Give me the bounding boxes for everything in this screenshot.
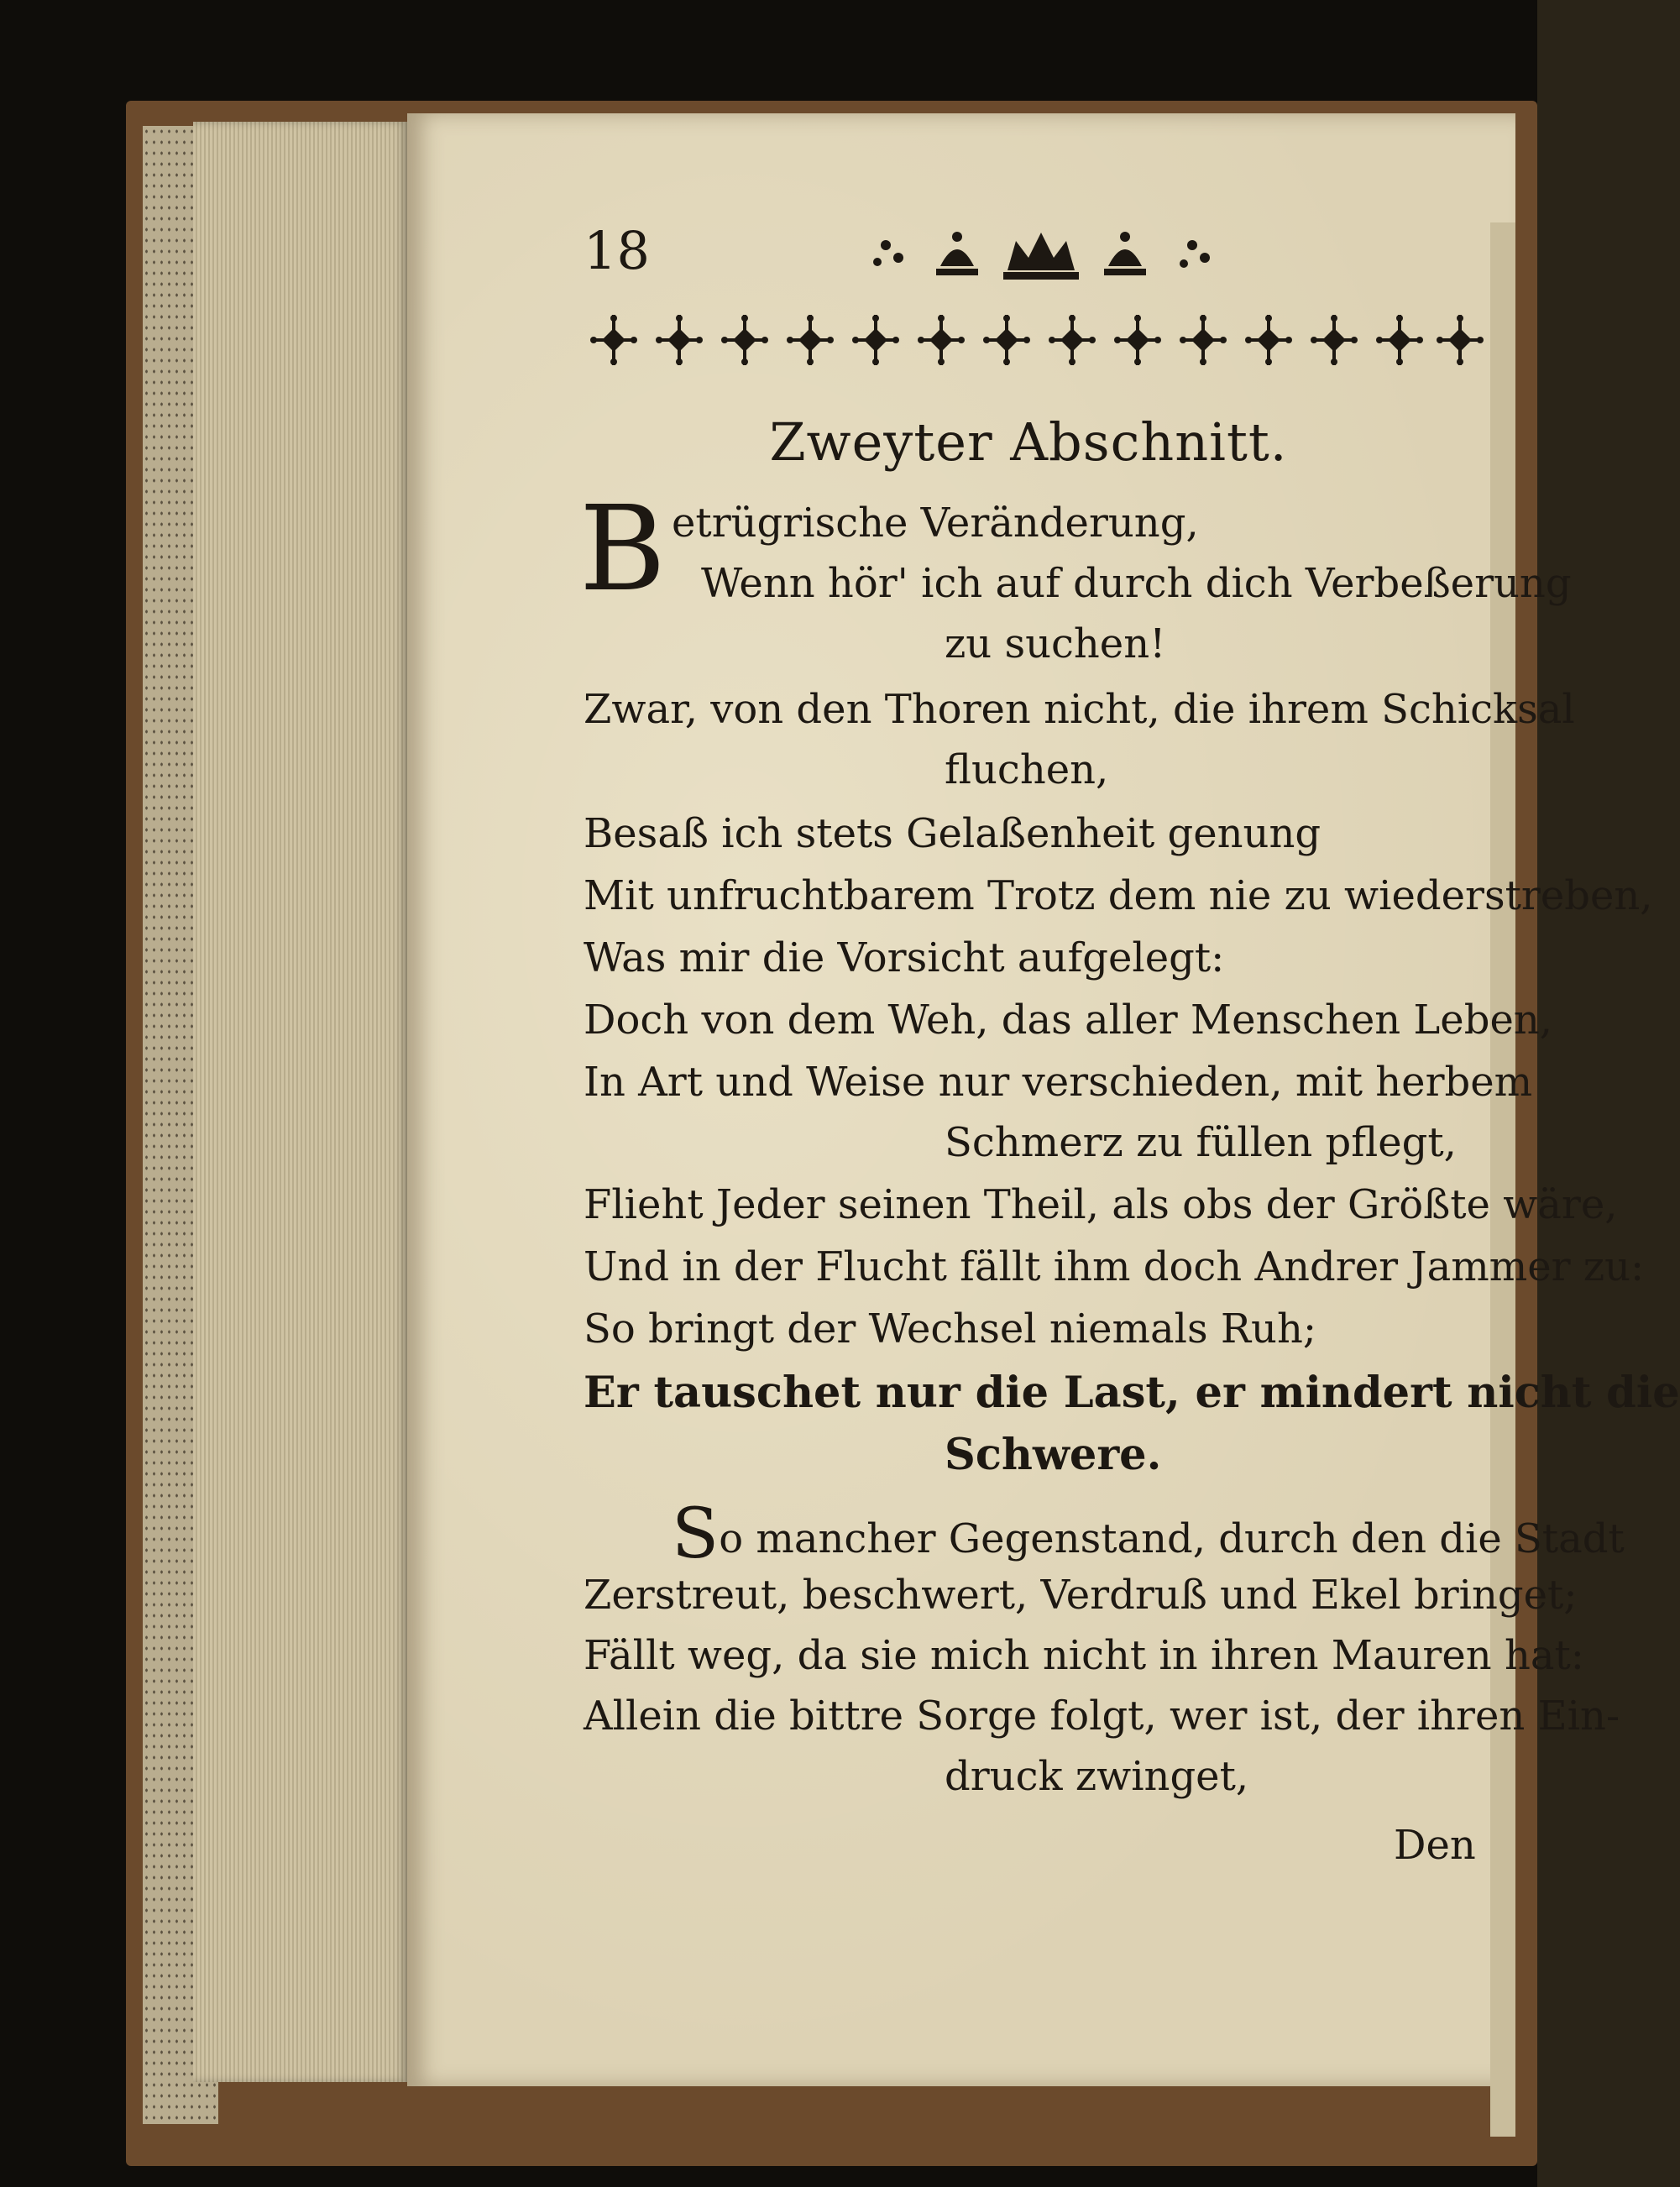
- verse-line: Mit unfruchtbarem Trotz dem nie zu wiederstreben,: [584, 872, 1653, 919]
- prose-line: Allein die bittre Sorge folgt, wer ist, der ihren Ein-: [584, 1693, 1620, 1740]
- verse-line: Besaß ich stets Gelaßenheit genung: [584, 810, 1321, 857]
- page-block-edge: [193, 122, 407, 2082]
- verse-line: Wenn hör' ich auf durch dich Verbeßerung: [701, 560, 1572, 607]
- paragraph-initial: S: [672, 1494, 720, 1574]
- section-title: Zweyter Abschnitt.: [769, 411, 1288, 473]
- drop-cap: B: [579, 481, 666, 618]
- verse-line: Und in der Flucht fällt ihm doch Andrer Jammer zu:: [584, 1243, 1645, 1290]
- catchword: Den: [1394, 1822, 1476, 1869]
- verse-line: Flieht Jeder seinen Theil, als obs der Größte wäre,: [584, 1181, 1618, 1228]
- verse-line: In Art und Weise nur verschieden, mit herbem: [584, 1059, 1533, 1106]
- verse-line-emphasis: Schwere.: [945, 1430, 1162, 1480]
- crown-ornament-icon: [861, 220, 1247, 287]
- fleuron-border-icon: [592, 315, 1478, 365]
- prose-line: [672, 1494, 1625, 1574]
- running-header: [584, 220, 1473, 296]
- verse-line: Doch von dem Weh, das aller Menschen Leben,: [584, 997, 1553, 1044]
- verse-line: Zwar, von den Thoren nicht, die ihrem Schicksal: [584, 686, 1575, 733]
- prose-line-text: o mancher Gegenstand, durch den die Stadt: [719, 1515, 1625, 1562]
- verse-line: etrügrische Veränderung,: [672, 500, 1199, 547]
- verse-line: fluchen,: [945, 746, 1109, 793]
- prose-line: Fällt weg, da sie mich nicht in ihren Mauren hat:: [584, 1632, 1584, 1679]
- verse-line: Schmerz zu füllen pflegt,: [945, 1119, 1457, 1166]
- verse-line: Was mir die Vorsicht aufgelegt:: [584, 934, 1225, 981]
- verse-line: zu suchen!: [945, 620, 1166, 667]
- prose-line: Zerstreut, beschwert, Verdruß und Ekel bringet;: [584, 1572, 1578, 1619]
- verse-line-emphasis: Er tauschet nur die Last, er mindert nicht die: [584, 1368, 1680, 1418]
- prose-line: druck zwinget,: [945, 1753, 1249, 1800]
- verse-line: So bringt der Wechsel niemals Ruh;: [584, 1305, 1317, 1352]
- page-number: 18: [584, 220, 650, 281]
